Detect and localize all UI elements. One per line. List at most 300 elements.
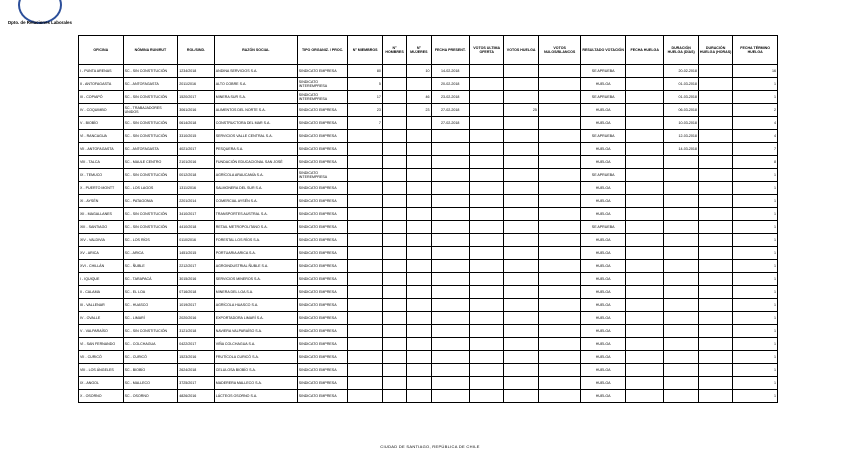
table-cell: HUELGA xyxy=(581,208,626,221)
table-cell xyxy=(625,390,663,403)
table-cell xyxy=(407,156,431,169)
document-subtitle: Dpto. de Relaciones Laborales xyxy=(8,20,72,25)
table-cell xyxy=(504,247,538,260)
table-cell xyxy=(348,312,382,325)
column-header: ROL/SIND. xyxy=(178,36,214,65)
table-cell xyxy=(625,221,663,234)
table-cell xyxy=(348,221,382,234)
table-cell xyxy=(538,325,581,338)
table-cell xyxy=(504,390,538,403)
table-cell: HUELGA xyxy=(581,312,626,325)
table-cell: 10-03-2018 xyxy=(664,117,698,130)
table-cell xyxy=(698,325,732,338)
table-cell xyxy=(698,91,732,104)
table-cell: 1451/2015 xyxy=(178,247,214,260)
table-cell xyxy=(664,325,698,338)
table-cell xyxy=(348,156,382,169)
table-cell: 20-02-2018 xyxy=(664,65,698,78)
table-cell xyxy=(382,247,406,260)
table-cell: SINDICATO INTEREMPRESA xyxy=(297,78,348,91)
table-cell xyxy=(431,208,469,221)
table-cell: HUELGA xyxy=(581,195,626,208)
table-cell xyxy=(431,195,469,208)
table-cell: 1 xyxy=(733,312,778,325)
table-cell: FUNDACIÓN EDUCACIONAL SAN JOSÉ xyxy=(214,156,297,169)
table-cell xyxy=(348,169,382,182)
table-cell xyxy=(698,117,732,130)
table-row xyxy=(79,195,778,208)
table-cell: 1 xyxy=(733,377,778,390)
table-cell: 1 xyxy=(733,390,778,403)
table-cell xyxy=(625,104,663,117)
table-cell xyxy=(538,104,581,117)
table-cell: 1 xyxy=(733,247,778,260)
table-cell: 1 xyxy=(733,78,778,91)
strike-table xyxy=(78,35,778,403)
table-cell: IV - OVALLE xyxy=(79,312,124,325)
table-cell: SC - SIN CONSTITUCIÓN xyxy=(123,325,178,338)
table-cell: TRANSPORTES AUSTRAL S.A. xyxy=(214,208,297,221)
table-row xyxy=(79,221,778,234)
table-cell xyxy=(625,156,663,169)
table-cell xyxy=(407,78,431,91)
table-cell: 27-02-2018 xyxy=(431,104,469,117)
table-cell: SINDICATO EMPRESA xyxy=(297,377,348,390)
table-cell: PORTUARIA ARICA S.A. xyxy=(214,247,297,260)
table-cell xyxy=(407,143,431,156)
table-cell xyxy=(469,377,503,390)
table-cell xyxy=(538,299,581,312)
table-cell xyxy=(698,377,732,390)
column-header: NÓMINA RUN/RUT xyxy=(123,36,178,65)
table-cell xyxy=(538,156,581,169)
table-cell xyxy=(698,234,732,247)
table-cell: 80 xyxy=(348,65,382,78)
table-cell xyxy=(504,117,538,130)
table-cell xyxy=(698,312,732,325)
table-cell: 1 xyxy=(733,325,778,338)
table-cell xyxy=(625,338,663,351)
table-cell: 06-03-2018 xyxy=(664,104,698,117)
table-cell: SE APRUEBA xyxy=(581,221,626,234)
table-cell: ANDINA SERVICIOS S.A. xyxy=(214,65,297,78)
table-cell: VI - SAN FERNANDO xyxy=(79,338,124,351)
table-cell xyxy=(348,377,382,390)
table-cell xyxy=(469,364,503,377)
table-cell: SINDICATO EMPRESA xyxy=(297,65,348,78)
table-cell xyxy=(504,286,538,299)
table-cell: 1311/2016 xyxy=(178,182,214,195)
table-cell xyxy=(504,260,538,273)
table-cell xyxy=(698,208,732,221)
table-cell xyxy=(382,195,406,208)
table-cell: SINDICATO EMPRESA xyxy=(297,312,348,325)
table-cell: II - ANTOFAGASTA xyxy=(79,78,124,91)
table-cell xyxy=(538,351,581,364)
table-cell xyxy=(538,130,581,143)
table-cell: SC - ANTOFAGASTA xyxy=(123,143,178,156)
table-cell: 23-02-2018 xyxy=(431,91,469,104)
table-cell xyxy=(348,234,382,247)
table-cell xyxy=(698,130,732,143)
table-cell xyxy=(538,169,581,182)
table-cell: SERVICIOS MINEROS S.A. xyxy=(214,273,297,286)
table-cell: 23 xyxy=(348,104,382,117)
table-cell: SC - LOS RÍOS xyxy=(123,234,178,247)
table-cell xyxy=(625,169,663,182)
table-cell xyxy=(382,143,406,156)
table-cell xyxy=(431,377,469,390)
table-cell xyxy=(538,338,581,351)
table-cell: HUELGA xyxy=(581,182,626,195)
table-cell xyxy=(382,130,406,143)
table-cell: SC - CURICÓ xyxy=(123,351,178,364)
table-cell: SINDICATO EMPRESA xyxy=(297,143,348,156)
table-cell: SC - ÑUBLE xyxy=(123,260,178,273)
table-cell xyxy=(504,156,538,169)
table-cell: SC - TARAPACÁ xyxy=(123,273,178,286)
table-cell: SINDICATO EMPRESA xyxy=(297,156,348,169)
table-cell xyxy=(625,78,663,91)
table-cell: 25 xyxy=(504,104,538,117)
table-cell xyxy=(469,390,503,403)
column-header: N° HOMBRES xyxy=(382,36,406,65)
table-cell xyxy=(504,377,538,390)
table-cell: I - PUNTA ARENAS xyxy=(79,65,124,78)
table-cell xyxy=(382,91,406,104)
table-cell: V - BIOBÍO xyxy=(79,117,124,130)
column-header: RAZÓN SOCIAL xyxy=(214,36,297,65)
table-cell: 2020/2016 xyxy=(178,312,214,325)
table-cell: 0110/2016 xyxy=(178,234,214,247)
table-body xyxy=(79,65,778,403)
table-cell xyxy=(538,195,581,208)
table-cell: X - PUERTO MONTT xyxy=(79,182,124,195)
table-cell xyxy=(431,325,469,338)
table-cell: 3725/2017 xyxy=(178,377,214,390)
column-header: N° MIEMBROS xyxy=(348,36,382,65)
table-cell xyxy=(348,351,382,364)
table-row xyxy=(79,143,778,156)
table-cell xyxy=(698,182,732,195)
table-cell: SC - TRABAJADORES UNIDOS xyxy=(123,104,178,117)
table-cell xyxy=(348,273,382,286)
table-cell: MINERA DEL LOA S.A. xyxy=(214,286,297,299)
table-cell: SINDICATO INTEREMPRESA xyxy=(297,169,348,182)
table-cell xyxy=(698,143,732,156)
table-row xyxy=(79,104,778,117)
table-cell: PESQUERA S.A. xyxy=(214,143,297,156)
column-header: VOTOS HUELGA xyxy=(504,36,538,65)
table-cell: IX - TEMUCO xyxy=(79,169,124,182)
table-cell xyxy=(625,312,663,325)
table-cell: 01-03-2018 xyxy=(664,78,698,91)
table-row xyxy=(79,312,778,325)
table-cell xyxy=(504,325,538,338)
table-cell xyxy=(348,143,382,156)
table-cell xyxy=(407,221,431,234)
table-cell: IV - COQUIMBO xyxy=(79,104,124,117)
column-header: FECHA TÉRMINO HUELGA xyxy=(733,36,778,65)
table-cell xyxy=(469,312,503,325)
table-cell xyxy=(664,273,698,286)
table-cell xyxy=(698,247,732,260)
table-cell xyxy=(625,117,663,130)
table-cell: HUELGA xyxy=(581,338,626,351)
table-cell: 2624/2018 xyxy=(178,364,214,377)
table-cell xyxy=(407,286,431,299)
table-cell: HUELGA xyxy=(581,247,626,260)
column-header: RESULTADO VOTACIÓN xyxy=(581,36,626,65)
table-cell xyxy=(348,299,382,312)
table-cell: XI - AYSÉN xyxy=(79,195,124,208)
table-cell xyxy=(625,247,663,260)
table-cell xyxy=(431,364,469,377)
table-cell xyxy=(382,286,406,299)
table-cell xyxy=(504,221,538,234)
table-cell: SC - OSORNO xyxy=(123,390,178,403)
table-cell: SC - LOS LAGOS xyxy=(123,182,178,195)
table-cell xyxy=(382,234,406,247)
table-row xyxy=(79,234,778,247)
table-cell: FRUTÍCOLA CURICÓ S.A. xyxy=(214,351,297,364)
table-cell xyxy=(431,247,469,260)
table-cell: SINDICATO EMPRESA xyxy=(297,286,348,299)
table-cell xyxy=(407,390,431,403)
table-cell xyxy=(698,260,732,273)
table-cell: CONSTRUCTORA DEL MAR S.A. xyxy=(214,117,297,130)
table-cell: SC - LIMARÍ xyxy=(123,312,178,325)
column-header: FECHA PRESENT. xyxy=(431,36,469,65)
table-cell xyxy=(698,390,732,403)
table-cell: VII - ANTOFAGASTA xyxy=(79,143,124,156)
table-cell xyxy=(382,351,406,364)
table-cell xyxy=(625,65,663,78)
table-cell: 3410/2017 xyxy=(178,208,214,221)
table-cell xyxy=(504,351,538,364)
table-row xyxy=(79,299,778,312)
table-cell xyxy=(407,169,431,182)
table-cell: HUELGA xyxy=(581,299,626,312)
column-header: VOTOS ULTIMA OFERTA xyxy=(469,36,503,65)
table-cell xyxy=(698,299,732,312)
table-row xyxy=(79,260,778,273)
table-cell xyxy=(698,156,732,169)
table-cell xyxy=(664,260,698,273)
table-cell: SC - SIN CONSTITUCIÓN xyxy=(123,208,178,221)
table-cell: 23 xyxy=(407,104,431,117)
table-cell: 1234/2018 xyxy=(178,65,214,78)
table-cell: 1 xyxy=(733,195,778,208)
table-cell: X - OSORNO xyxy=(79,390,124,403)
table-row xyxy=(79,377,778,390)
table-cell: XII - MAGALLANES xyxy=(79,208,124,221)
table-cell xyxy=(469,182,503,195)
table-cell: SC - EL LOA xyxy=(123,286,178,299)
table-cell xyxy=(538,247,581,260)
table-cell xyxy=(625,377,663,390)
table-cell xyxy=(469,299,503,312)
table-cell xyxy=(664,182,698,195)
table-cell xyxy=(431,143,469,156)
table-cell xyxy=(407,364,431,377)
table-cell: SINDICATO EMPRESA xyxy=(297,208,348,221)
table-cell xyxy=(625,286,663,299)
table-cell: HUELGA xyxy=(581,273,626,286)
table-cell xyxy=(538,377,581,390)
table-cell xyxy=(382,65,406,78)
table-cell xyxy=(407,182,431,195)
table-cell xyxy=(407,377,431,390)
table-cell: SC - SIN CONSTITUCIÓN xyxy=(123,130,178,143)
table-row xyxy=(79,286,778,299)
table-cell xyxy=(469,91,503,104)
table-cell: HUELGA xyxy=(581,104,626,117)
table-cell: SE APRUEBA xyxy=(581,130,626,143)
column-header: OFICINA xyxy=(79,36,124,65)
table-cell: I - IQUIQUE xyxy=(79,273,124,286)
table-cell xyxy=(664,364,698,377)
table-cell: 1 xyxy=(733,299,778,312)
table-cell xyxy=(382,364,406,377)
table-cell: 4 xyxy=(733,117,778,130)
table-cell: SC - SIN CONSTITUCIÓN xyxy=(123,117,178,130)
table-cell: 1 xyxy=(733,260,778,273)
table-cell xyxy=(625,91,663,104)
table-cell: SINDICATO EMPRESA xyxy=(297,104,348,117)
table-row xyxy=(79,351,778,364)
table-cell xyxy=(698,169,732,182)
table-cell: 17 xyxy=(348,91,382,104)
table-cell: 01-03-2018 xyxy=(664,91,698,104)
table-cell: SC - SIN CONSTITUCIÓN xyxy=(123,221,178,234)
table-cell: 3061/2016 xyxy=(178,104,214,117)
table-cell: SE APRUEBA xyxy=(581,91,626,104)
table-cell xyxy=(431,130,469,143)
column-header: VOTOS NULOS/BLANCOS xyxy=(538,36,581,65)
table-cell xyxy=(504,65,538,78)
table-cell: SC - HUASCO xyxy=(123,299,178,312)
table-cell: 1019/2017 xyxy=(178,299,214,312)
table-cell: 7 xyxy=(733,143,778,156)
table-cell xyxy=(407,312,431,325)
table-cell xyxy=(625,325,663,338)
table-cell: SINDICATO EMPRESA xyxy=(297,351,348,364)
table-cell xyxy=(469,234,503,247)
table-cell xyxy=(469,208,503,221)
table-cell xyxy=(382,208,406,221)
table-cell xyxy=(382,273,406,286)
table-cell xyxy=(664,208,698,221)
table-cell: 12-03-2018 xyxy=(664,130,698,143)
table-cell: 2201/2014 xyxy=(178,195,214,208)
table-cell: SINDICATO EMPRESA xyxy=(297,299,348,312)
table-cell: 1 xyxy=(733,169,778,182)
table-cell xyxy=(538,143,581,156)
table-cell xyxy=(407,351,431,364)
table-cell: 1520/2017 xyxy=(178,91,214,104)
table-cell: SINDICATO INTEREMPRESA xyxy=(297,91,348,104)
table-cell xyxy=(431,338,469,351)
table-cell xyxy=(382,312,406,325)
table-cell xyxy=(431,260,469,273)
table-cell xyxy=(382,156,406,169)
table-cell xyxy=(664,234,698,247)
table-cell: SALMONERA DEL SUR S.A. xyxy=(214,182,297,195)
table-cell: SC - SIN CONSTITUCIÓN xyxy=(123,65,178,78)
table-cell xyxy=(504,312,538,325)
table-cell xyxy=(698,65,732,78)
table-cell xyxy=(382,221,406,234)
table-cell xyxy=(382,390,406,403)
table-cell xyxy=(382,104,406,117)
table-cell: SINDICATO EMPRESA xyxy=(297,234,348,247)
table-cell: VIII - TALCA xyxy=(79,156,124,169)
table-cell xyxy=(625,182,663,195)
table-cell xyxy=(469,169,503,182)
table-cell: 1 xyxy=(733,208,778,221)
table-cell xyxy=(431,351,469,364)
table-cell xyxy=(538,390,581,403)
table-cell xyxy=(664,195,698,208)
table-cell: MADERERA MALLECO S.A. xyxy=(214,377,297,390)
table-cell: 1 xyxy=(733,338,778,351)
table-cell: 1 xyxy=(733,364,778,377)
table-cell: SC - ARICA xyxy=(123,247,178,260)
table-cell xyxy=(469,260,503,273)
table-cell xyxy=(469,130,503,143)
table-cell: MINERA SUR S.A. xyxy=(214,91,297,104)
document-footer: CIUDAD DE SANTIAGO, REPÚBLICA DE CHILE xyxy=(380,444,480,449)
table-cell: HUELGA xyxy=(581,364,626,377)
table-row xyxy=(79,325,778,338)
table-cell xyxy=(348,195,382,208)
table-cell xyxy=(538,78,581,91)
table-cell xyxy=(538,65,581,78)
table-cell xyxy=(469,338,503,351)
table-cell: 4 xyxy=(733,130,778,143)
table-cell: 1 xyxy=(733,286,778,299)
table-cell xyxy=(431,286,469,299)
table-cell: 0012/2018 xyxy=(178,169,214,182)
table-cell xyxy=(382,169,406,182)
table-cell xyxy=(348,130,382,143)
table-cell: 2011/2016 xyxy=(178,78,214,91)
table-row xyxy=(79,364,778,377)
table-cell xyxy=(504,338,538,351)
table-cell: XIII - SANTIAGO xyxy=(79,221,124,234)
table-cell: 7 xyxy=(348,117,382,130)
table-cell: XIV - VALDIVIA xyxy=(79,234,124,247)
table-cell xyxy=(538,312,581,325)
table-cell xyxy=(504,195,538,208)
table-cell: HUELGA xyxy=(581,286,626,299)
table-cell xyxy=(382,78,406,91)
table-row xyxy=(79,91,778,104)
table-cell xyxy=(664,312,698,325)
table-cell: HUELGA xyxy=(581,156,626,169)
table-row xyxy=(79,78,778,91)
table-cell xyxy=(407,234,431,247)
table-cell xyxy=(625,234,663,247)
table-cell xyxy=(348,208,382,221)
table-cell xyxy=(664,221,698,234)
table-cell xyxy=(431,312,469,325)
table-cell: 4021/2017 xyxy=(178,143,214,156)
table-cell xyxy=(348,247,382,260)
table-cell: SC - ANTOFAGASTA xyxy=(123,78,178,91)
table-cell xyxy=(504,130,538,143)
